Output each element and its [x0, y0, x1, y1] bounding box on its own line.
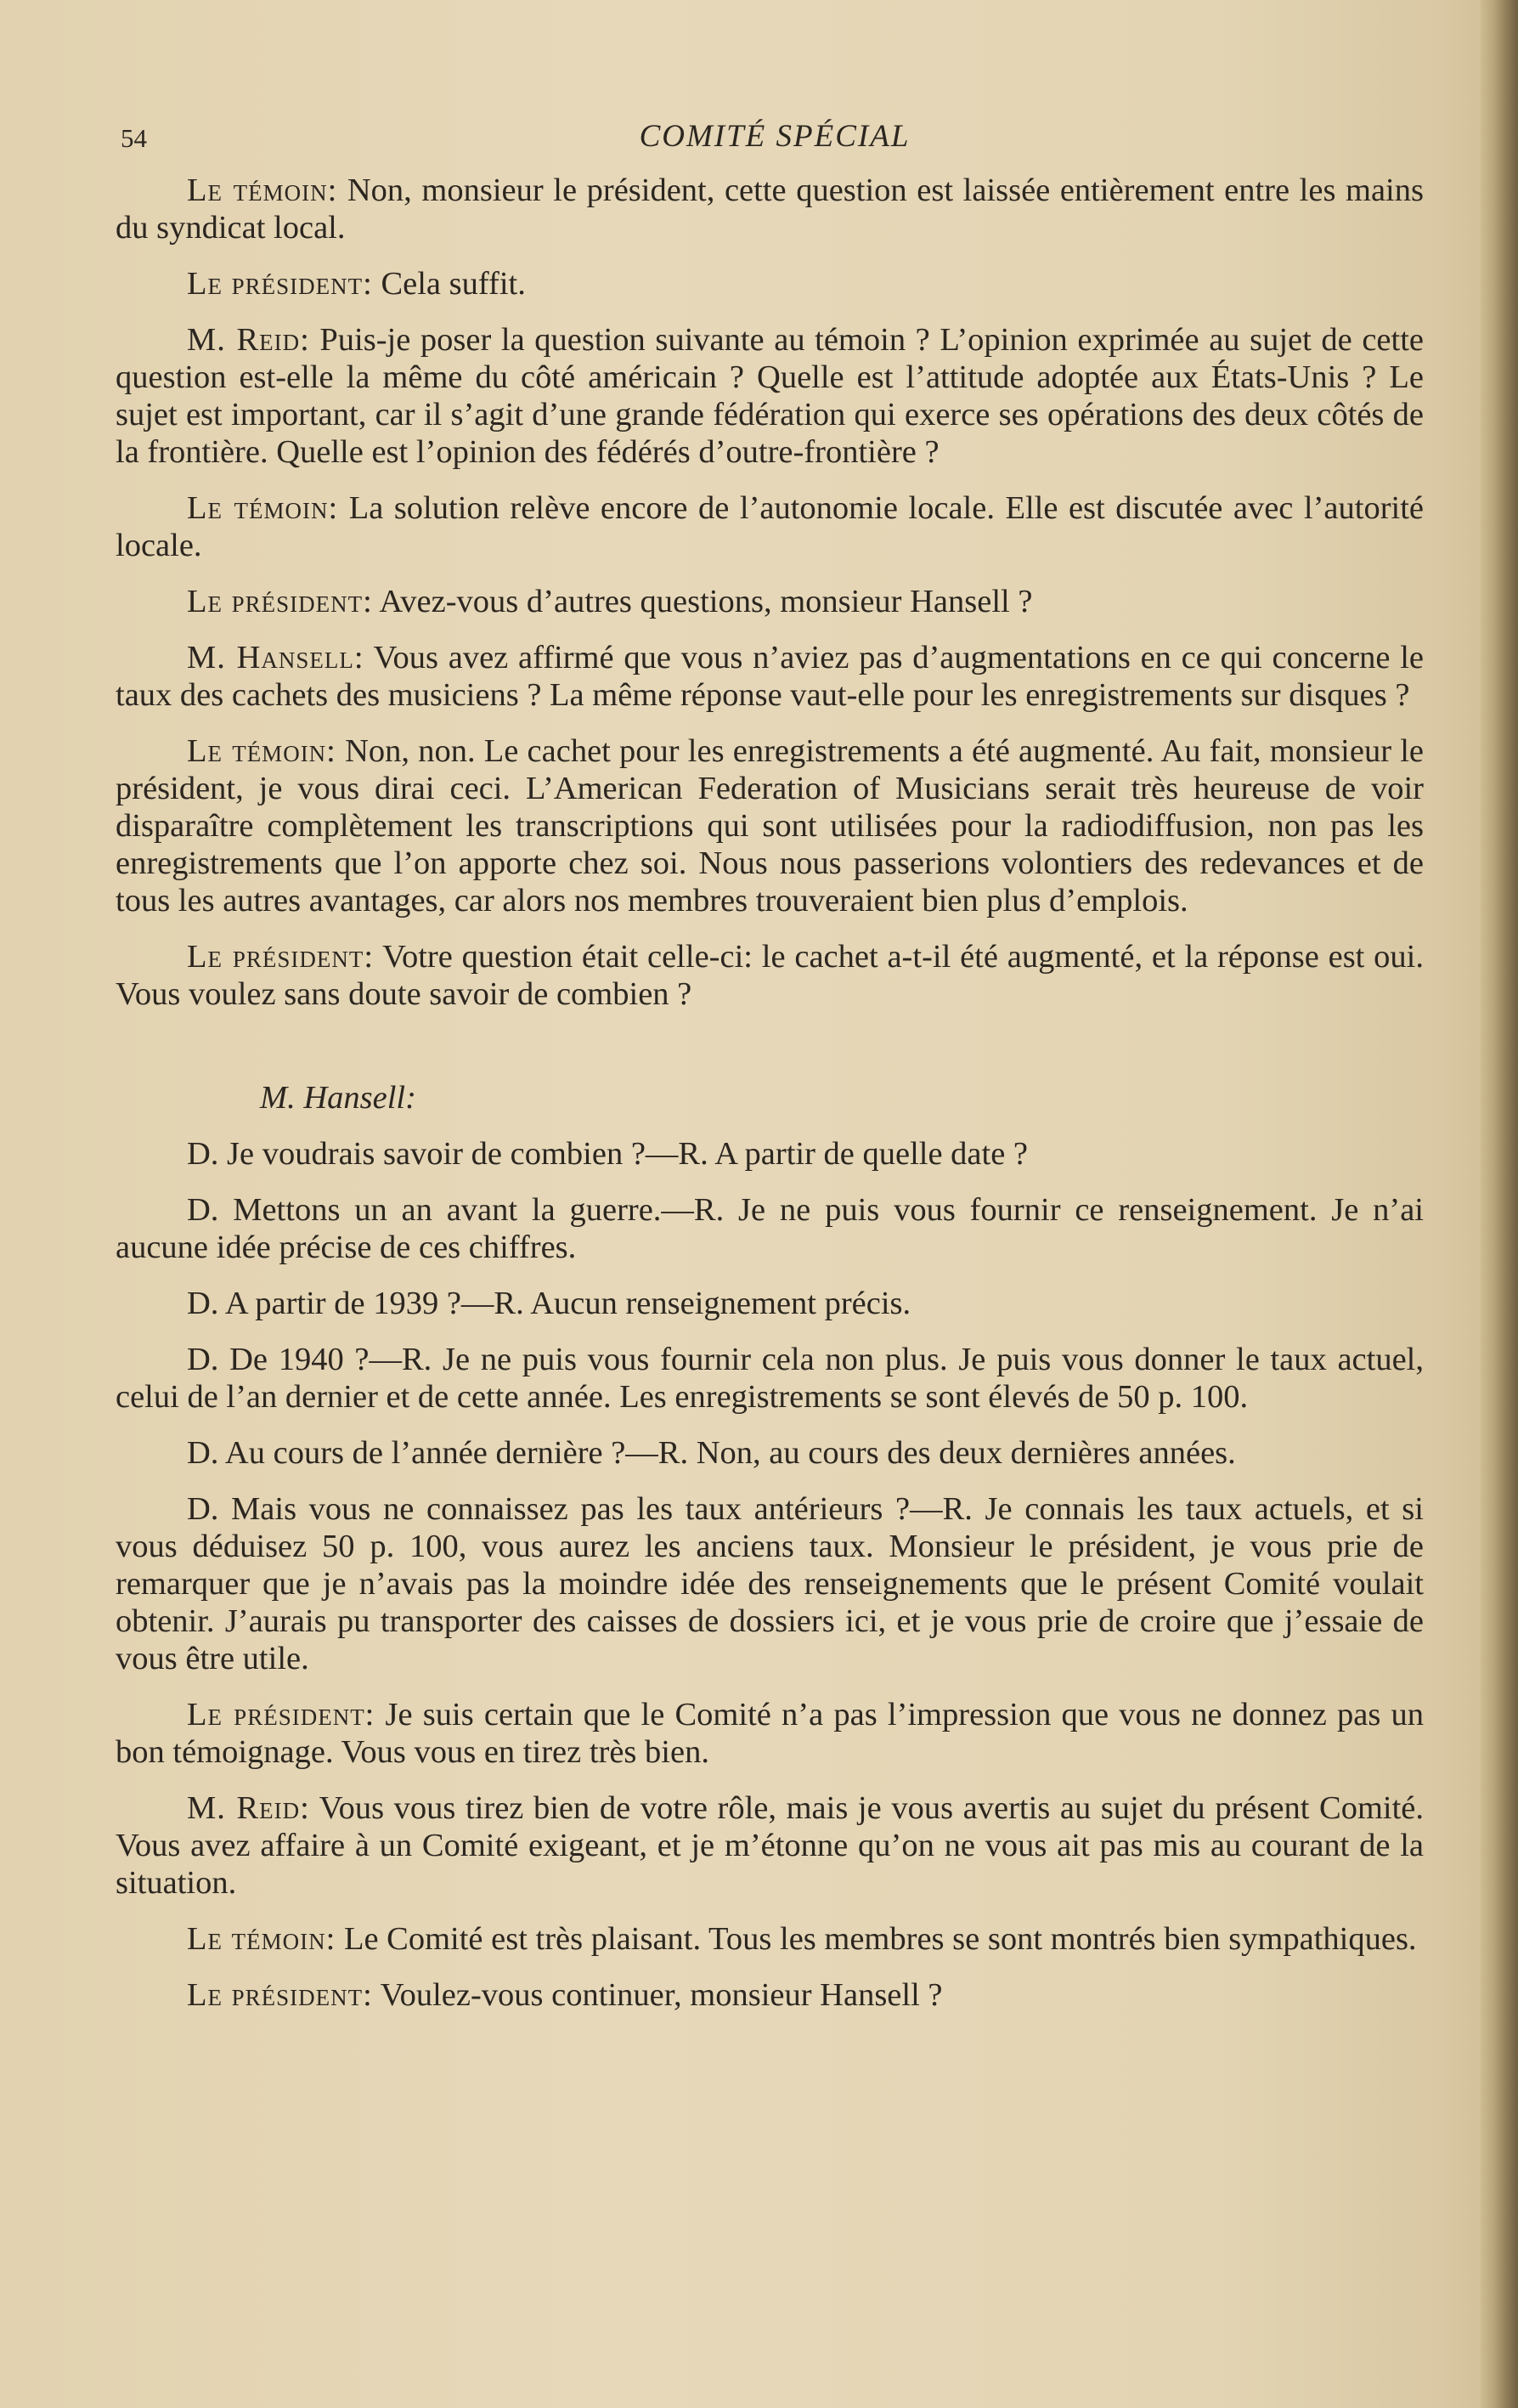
paragraph — [116, 938, 1424, 1013]
page-header — [121, 115, 1429, 157]
paragraph — [116, 1789, 1424, 1902]
paragraph-text: Cela suffit. — [372, 266, 526, 302]
qa-paragraph: D. Mettons un an avant la guerre.—R. Je ne puis vous fournir ce renseignement. Je n’ai aucune idée précise de ces chiffres. — [116, 1192, 1424, 1265]
paragraph-text: Puis-je poser la question suivante au témoin ? L’opinion exprimée au sujet de cette question est-elle la même du côté américain ? Quelle est l’attitude adoptée aux États-Unis ? Le sujet est important, car il s’agit d’une grande fédération qui exerce ses opérations des deux côtés de la frontière. Quelle est l’opinion des fédérés d’outre-frontière ? — [116, 322, 1425, 470]
running-title: COMITÉ SPÉCIAL — [639, 119, 911, 154]
qa-paragraph: D. Mais vous ne connaissez pas les taux antérieurs ?—R. Je connais les taux actuels, et si vous déduisez 50 p. 100, vous aurez les anciens taux. Monsieur le président, je vous prie de remarquer que je n’avais pas la moindre idée des renseignements que le présent Comité voulait obtenir. J’aurais pu transporter des caisses de dossiers ici, et je vous prie de croire que j’essaie de vous être utile. — [116, 1491, 1424, 1676]
speaker-label: Le témoin: — [187, 1921, 336, 1957]
page-number: 54 — [121, 123, 147, 153]
paragraph — [116, 1976, 1424, 2014]
speaker-label: Le président: — [187, 1977, 373, 2013]
paragraph — [116, 1696, 1424, 1771]
qa-paragraph: D. A partir de 1939 ?—R. Aucun renseignement précis. — [187, 1286, 911, 1321]
speaker-label: Le témoin: — [187, 172, 338, 208]
paragraph — [116, 265, 1424, 302]
speaker-label: Le président: — [187, 584, 373, 619]
paragraph — [116, 583, 1424, 620]
paragraph-text: Non, non. Le cachet pour les enregistrements a été augmenté. Au fait, monsieur le président, je vous dirai ceci. L’American Federation of Musicians serait très heureuse de voir disparaître complètement les transcriptions qui sont utilisées pour la radiodiffusion, non pas les enregistrements que l’on apporte chez soi. Nous nous passerions volontiers des redevances et de tous les autres avantages, car alors nos membres trouveraient bien plus d’emplois. — [116, 733, 1425, 919]
speaker-label: Le président: — [187, 266, 373, 302]
paragraph-text: Avez-vous d’autres questions, monsieur Hansell ? — [372, 584, 1033, 619]
paragraph — [116, 321, 1424, 471]
speaker-label: M. Reid: — [187, 1790, 310, 1826]
paragraph — [116, 639, 1424, 714]
speaker-label: Le témoin: — [187, 733, 336, 769]
paragraph-text: Le Comité est très plaisant. Tous les membres se sont montrés bien sympathiques. — [336, 1921, 1417, 1957]
speaker-label: M. Reid: — [187, 322, 310, 358]
paragraph-text: Votre question était celle-ci: le cachet a-t-il été augmenté, et la réponse est oui. Vous voulez sans doute savoir de combien ? — [116, 939, 1424, 1012]
qa-paragraph: D. Je voudrais savoir de combien ?—R. A partir de quelle date ? — [187, 1136, 1029, 1172]
speaker-label: M. Hansell: — [187, 640, 364, 675]
paragraph-text: Non, monsieur le président, cette question est laissée entièrement entre les mains du syndicat local. — [116, 172, 1424, 246]
qa-paragraph: D. De 1940 ?—R. Je ne puis vous fournir cela non plus. Je puis vous donner le taux actuel, celui de l’an dernier et de cette année. Les enregistrements se sont élevés de 50 p. 100. — [116, 1342, 1424, 1415]
qa-paragraph: D. Au cours de l’année dernière ?—R. Non, au cours des deux dernières années. — [187, 1435, 1236, 1471]
paragraph-text: Voulez-vous continuer, monsieur Hansell ? — [372, 1977, 943, 2013]
paragraph — [116, 489, 1424, 564]
speaker-label: Le président: — [187, 1697, 375, 1733]
page-edge — [1481, 0, 1518, 2408]
page-body — [116, 172, 1424, 2032]
paragraph — [116, 172, 1424, 246]
paragraph-text: La solution relève encore de l’autonomie locale. Elle est discutée avec l’autorité locale. — [116, 490, 1424, 563]
paragraph-text: Je suis certain que le Comité n’a pas l’impression que vous ne donnez pas un bon témoignage. Vous vous en tirez très bien. — [116, 1697, 1424, 1770]
paragraph — [116, 1920, 1424, 1958]
section-heading: M. Hansell: — [260, 1080, 416, 1116]
paragraph-text: Vous vous tirez bien de votre rôle, mais je vous avertis au sujet du présent Comité. Vous avez affaire à un Comité exigeant, et je m’étonne qu’on ne vous ait pas mis au courant de la situation. — [116, 1790, 1424, 1901]
speaker-label: Le président: — [187, 939, 375, 975]
paragraph — [116, 732, 1424, 919]
speaker-label: Le témoin: — [187, 490, 339, 526]
paragraph-text: Vous avez affirmé que vous n’aviez pas d’augmentations en ce qui concerne le taux des cachets des musiciens ? La même réponse vaut-elle pour les enregistrements sur disques ? — [116, 640, 1424, 713]
